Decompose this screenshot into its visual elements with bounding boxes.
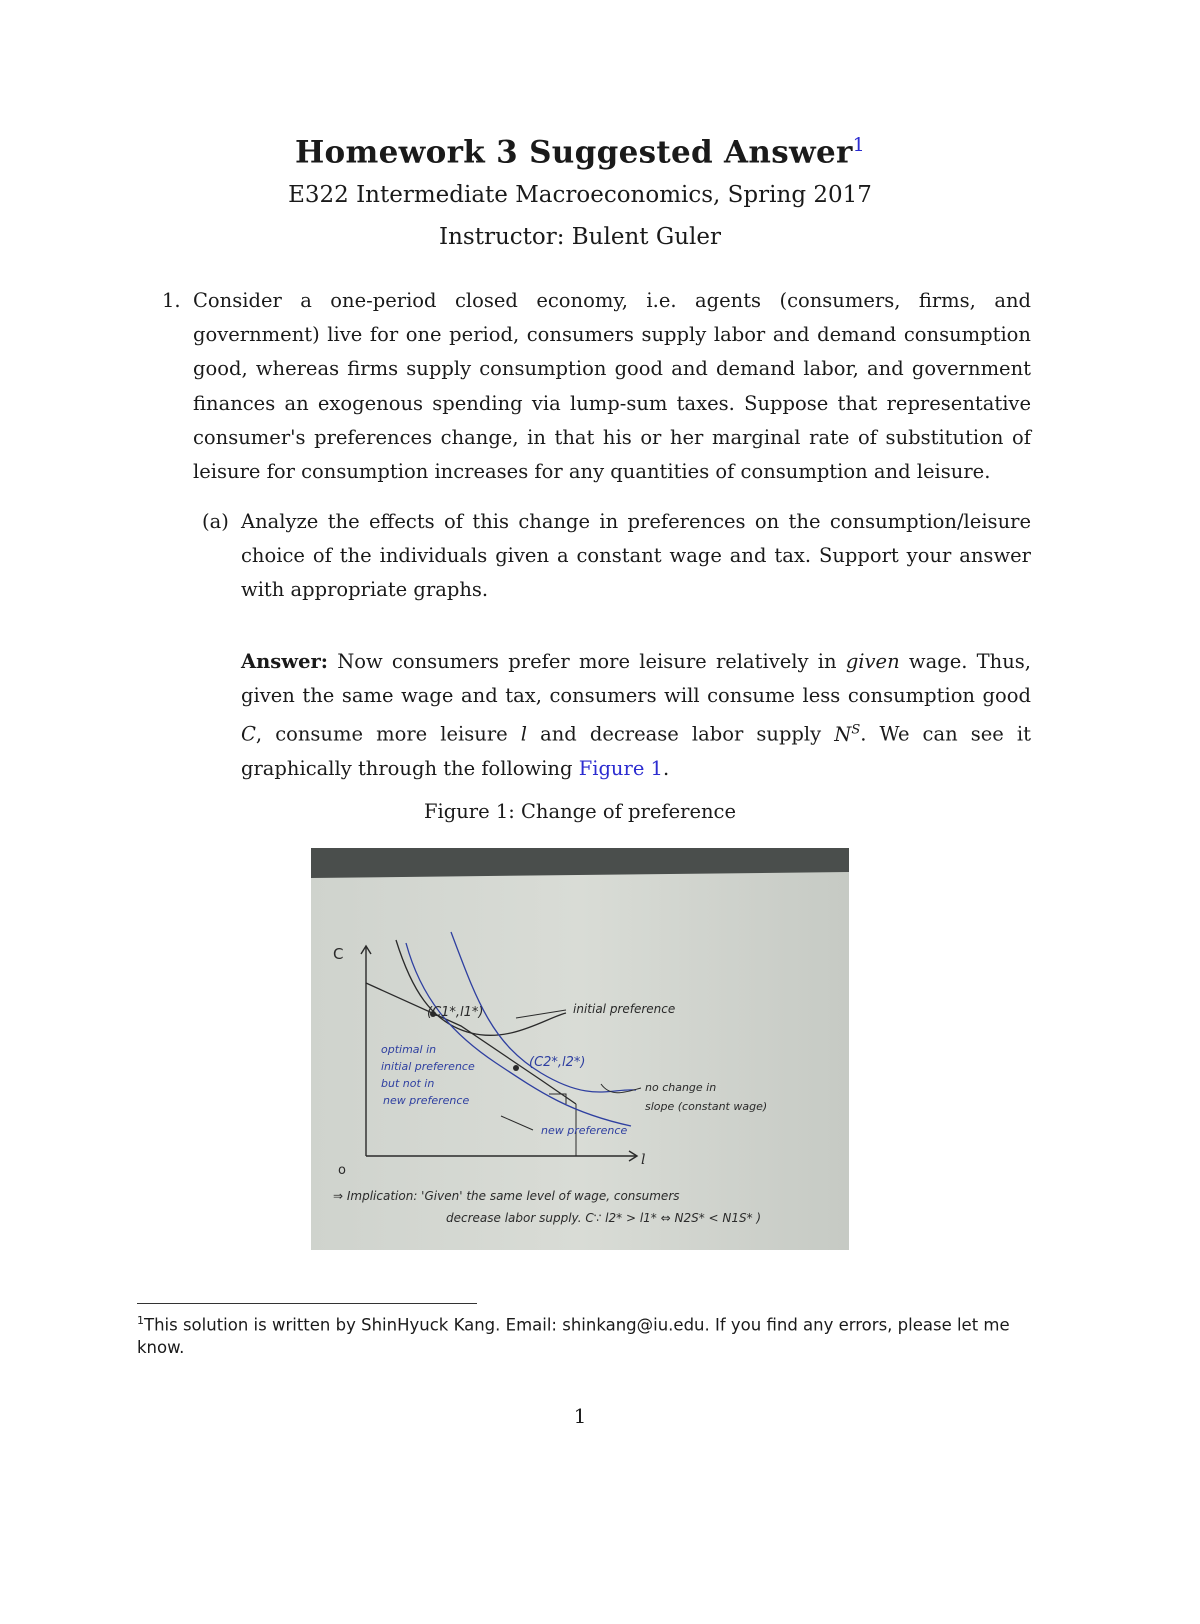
answer-text: wage. Thus, given the same wage and tax, consumers will consume less consumption good: [241, 650, 1031, 708]
optimal-point-new: [513, 1065, 519, 1071]
new-preference-label: new preference: [541, 1124, 628, 1137]
optimal-note-line-3: but not in: [381, 1077, 435, 1090]
footnote-mark: 1: [137, 1314, 144, 1327]
no-change-line-2: slope (constant wage): [645, 1100, 768, 1113]
answer-emphasis: given: [845, 650, 900, 673]
math-ns: [834, 723, 860, 746]
title-footnote-mark[interactable]: 1: [852, 134, 866, 156]
optimal-note-line-2: initial preference: [381, 1060, 475, 1073]
answer-text: and decrease labor supply: [540, 722, 822, 746]
math-l: l: [520, 722, 528, 746]
point2-label: (C2*,l2*): [529, 1055, 586, 1070]
question-1-text: Consider a one-period closed economy, i.e. agents (consumers, firms, and government) live for one period, consumers supply labor and demand consumption good, whereas firms supply consumption good and demand labor, and government finances an exogenous spending via lump-sum taxes. Suppose that representative consumer's preferences change, in that his or her marginal rate of substitution of leisure for consumption increases for any quantities of consumption and leisure.: [193, 289, 1031, 484]
axis-c-label: C: [333, 945, 344, 963]
point1-label: (C1*,l1*): [427, 1005, 484, 1020]
optimal-note-line-4: new preference: [383, 1094, 470, 1107]
figure-caption: Figure 1: Change of preference: [423, 800, 737, 823]
figure-photo: [311, 848, 849, 1250]
title-text: Homework 3 Suggested Answer: [294, 134, 853, 171]
answer-text: . We can see it graphically through the following: [241, 722, 1031, 781]
part-a-label: (a): [202, 510, 229, 533]
footnote-text: This solution is written by ShinHyuck Kang. Email: shinkang@iu.edu. If you find any errors, please let me know.: [137, 1315, 1010, 1357]
answer-text: , consume more leisure: [255, 722, 508, 746]
math-ns-base: N: [834, 722, 852, 746]
no-change-line-1: no change in: [645, 1081, 717, 1094]
page-number: 1: [573, 1404, 587, 1428]
implication-line-2: decrease labor supply. C∵ l2* > l1* ⇔ N2S* < N1S* ): [446, 1211, 762, 1225]
footnote-rule: [137, 1303, 477, 1304]
initial-preference-label: initial preference: [573, 1002, 676, 1016]
figure-1-link[interactable]: Figure 1: [578, 757, 663, 781]
answer-text: Now consumers prefer more leisure relatively in: [337, 650, 837, 673]
instructor-line: Instructor: Bulent Guler: [439, 224, 721, 250]
footnote: [137, 1310, 1027, 1359]
origin-label: o: [338, 1163, 346, 1178]
document-title: [0, 134, 1160, 170]
math-ns-sup: S: [851, 722, 861, 738]
question-number: 1.: [162, 289, 181, 312]
answer-label: Answer:: [241, 650, 328, 673]
part-a-text: Analyze the effects of this change in preferences on the consumption/leisure choice of the individuals given a constant wage and tax. Support your answer with appropriate graphs.: [241, 510, 1031, 602]
math-c: C: [241, 722, 256, 746]
implication-line-1: ⇒ Implication: 'Given' the same level of wage, consumers: [333, 1189, 680, 1203]
course-subtitle: E322 Intermediate Macroeconomics, Spring 2017: [288, 182, 872, 208]
answer-text: .: [662, 757, 670, 781]
axis-l-label: l: [641, 1152, 646, 1168]
optimal-note-line-1: optimal in: [381, 1043, 437, 1056]
answer-paragraph: [241, 645, 1031, 786]
